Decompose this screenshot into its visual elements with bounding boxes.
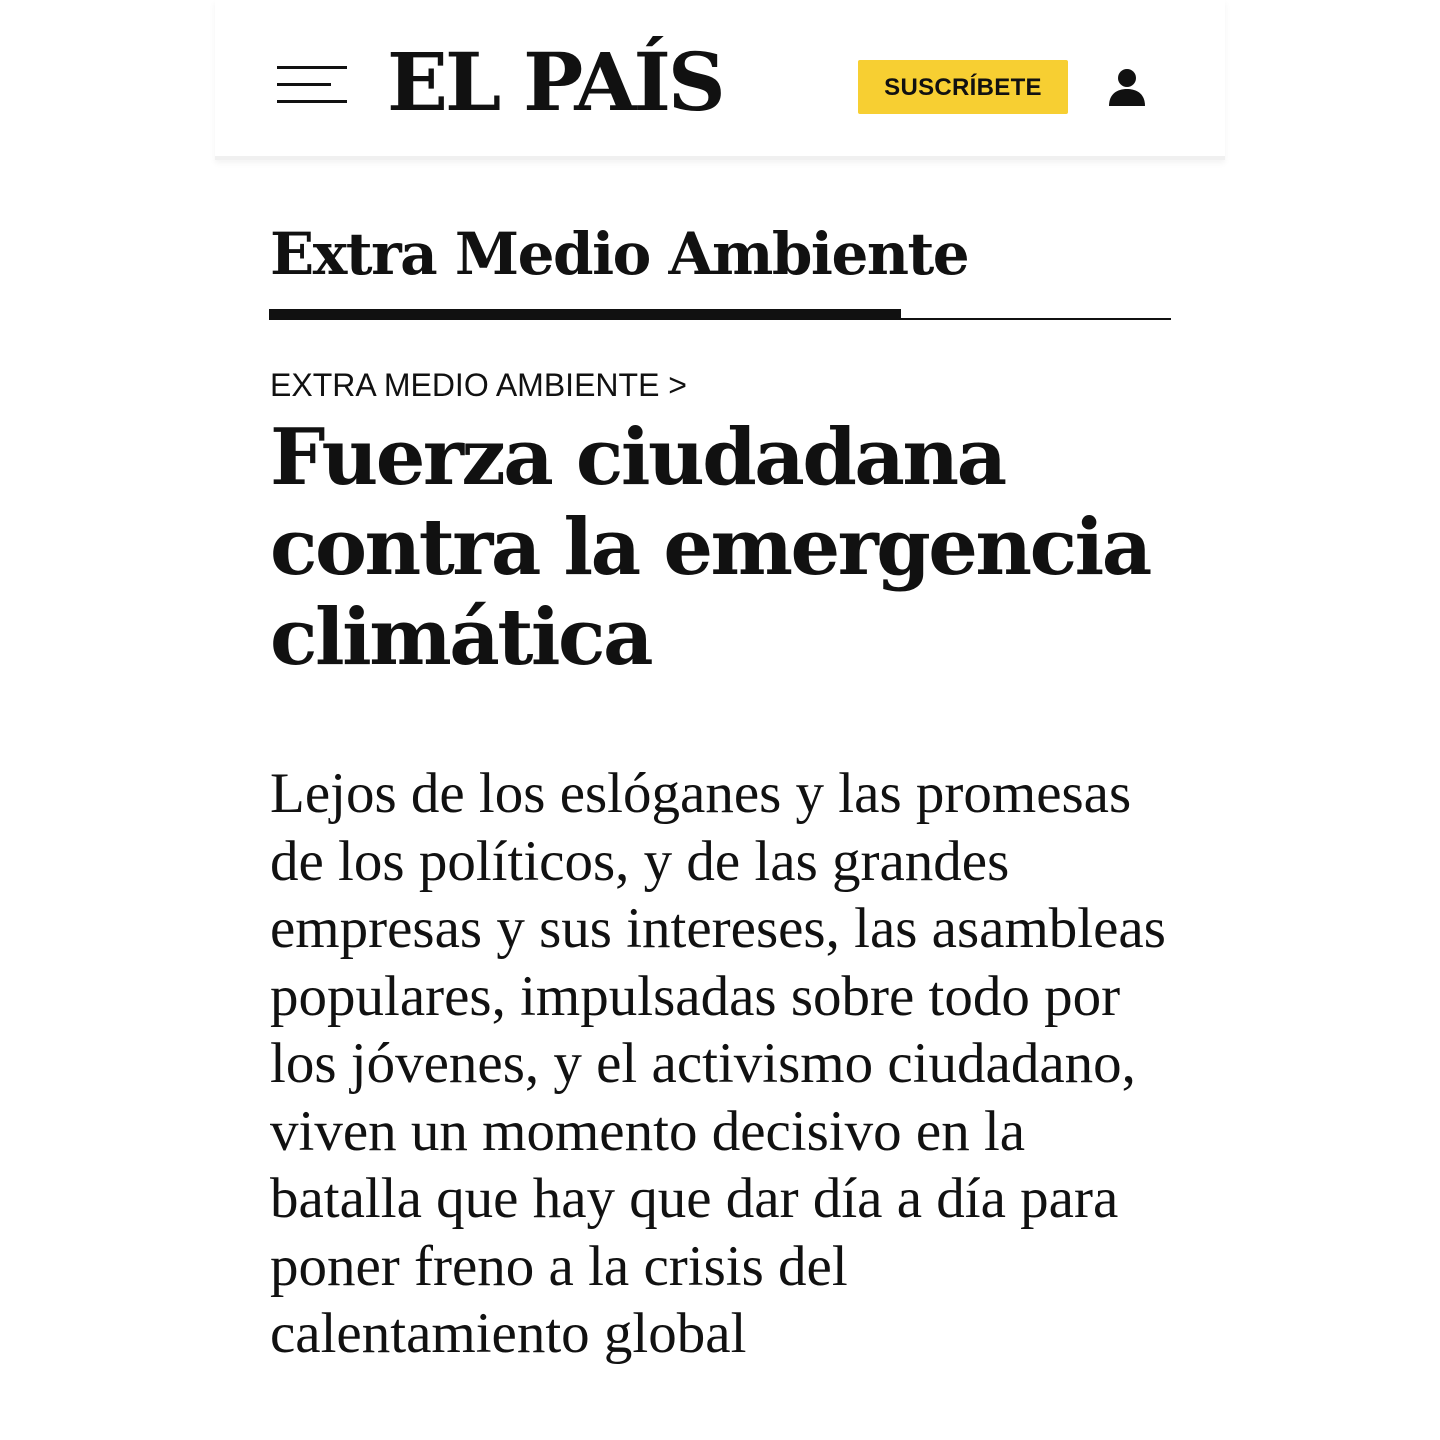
section-divider bbox=[269, 318, 1171, 320]
hamburger-menu-icon[interactable] bbox=[277, 66, 347, 106]
user-account-icon[interactable] bbox=[1106, 66, 1148, 108]
menu-bar bbox=[277, 100, 347, 103]
article-headline: Fuerza ciudadana contra la emergencia climática bbox=[270, 412, 1150, 683]
user-icon-graphic bbox=[1106, 66, 1148, 108]
breadcrumb-link[interactable]: EXTRA MEDIO AMBIENTE > bbox=[270, 367, 687, 403]
article-lede: Lejos de los eslóganes y las promesas de los políticos, y de las grandes empresas y sus intereses, las asambleas populares, impulsadas sobre todo por los jóvenes, y el activismo ciudadano, viven un momento decisivo en la batalla que hay que dar día a día para poner freno a la crisis del calentamiento global bbox=[270, 762, 1166, 1365]
site-logo[interactable]: EL PAÍS bbox=[387, 35, 723, 129]
site-header bbox=[215, 0, 1225, 160]
section-title[interactable]: Extra Medio Ambiente bbox=[270, 220, 969, 288]
menu-bar bbox=[277, 83, 331, 86]
menu-bar bbox=[277, 66, 347, 69]
section-underline bbox=[269, 309, 901, 318]
subscribe-button[interactable]: SUSCRÍBETE bbox=[858, 60, 1068, 114]
